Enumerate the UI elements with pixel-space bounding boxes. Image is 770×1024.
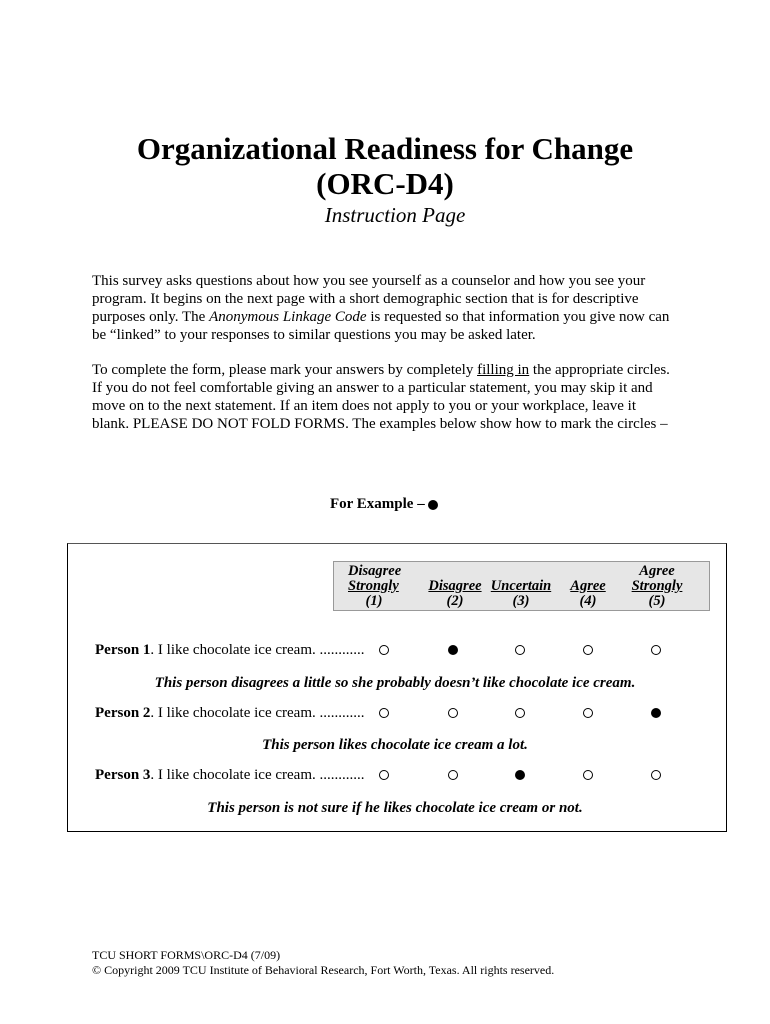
for-example-label: For Example – xyxy=(330,495,438,513)
example-note-person-2: This person likes chocolate ice cream a lot. xyxy=(262,737,528,753)
filling-in-emphasis: filling in xyxy=(477,362,530,378)
example-note-person-3: This person is not sure if he likes chocolate ice cream or not. xyxy=(207,800,583,816)
answer-circle-filled xyxy=(515,770,525,780)
scale-option-2: Disagree (2) xyxy=(428,578,482,609)
example-row-person-1 xyxy=(95,641,365,659)
filled-circle-icon xyxy=(428,500,438,510)
person-label: Person 1 xyxy=(95,642,151,658)
person-label: Person 3 xyxy=(95,767,151,783)
anonymous-linkage-code-term: Anonymous Linkage Code xyxy=(209,309,367,325)
copyright-notice: © Copyright 2009 TCU Institute of Behavioral Research, Fort Worth, Texas. All rights reserved. xyxy=(92,963,555,977)
instructions-line: If you do not feel comfortable giving an answer to a particular statement, you may skip it and xyxy=(92,380,653,396)
example-statement: . I like chocolate ice cream. ............ xyxy=(150,705,365,721)
document-title: Organizational Readiness for Change xyxy=(136,131,634,166)
scale-option-3: Uncertain (3) xyxy=(490,578,552,609)
answer-circle-empty xyxy=(379,645,389,655)
answer-circle-empty xyxy=(651,770,661,780)
scale-option-4: Agree (4) xyxy=(570,578,606,609)
intro-paragraph xyxy=(92,272,692,344)
intro-line: purposes only. The Anonymous Linkage Code is requested so that information you give now can xyxy=(92,309,670,325)
form-identifier: TCU SHORT FORMS\ORC-D4 (7/09) xyxy=(92,948,281,962)
answer-circle-empty xyxy=(515,645,525,655)
answer-circle-empty xyxy=(583,708,593,718)
answer-circle-empty xyxy=(583,645,593,655)
instructions-line: move on to the next statement. If an item does not apply to you or your workplace, leave it xyxy=(92,398,637,414)
intro-line: program. It begins on the next page with a short demographic section that is for descriptive xyxy=(92,291,639,307)
instructions-line: To complete the form, please mark your answers by completely filling in the appropriate circles. xyxy=(92,362,670,378)
answer-circle-empty xyxy=(583,770,593,780)
person-label: Person 2 xyxy=(95,705,151,721)
example-row-person-2 xyxy=(95,704,365,722)
intro-line: This survey asks questions about how you see yourself as a counselor and how you see your xyxy=(92,273,646,289)
instructions-paragraph xyxy=(92,361,692,433)
answer-circle-empty xyxy=(515,708,525,718)
response-scale-header xyxy=(333,561,710,611)
answer-circle-filled xyxy=(448,645,458,655)
intro-line: be “linked” to your responses to similar questions you may be asked later. xyxy=(92,327,536,343)
answer-circle-empty xyxy=(651,645,661,655)
answer-circle-empty xyxy=(379,708,389,718)
answer-circle-filled xyxy=(651,708,661,718)
answer-circle-empty xyxy=(448,770,458,780)
example-row-person-3 xyxy=(95,766,365,784)
scale-option-5: Agree Strongly (5) xyxy=(631,563,683,609)
document-code: (ORC-D4) xyxy=(316,166,454,201)
instructions-line: blank. PLEASE DO NOT FOLD FORMS. The examples below show how to mark the circles – xyxy=(92,416,668,432)
document-subtitle: Instruction Page xyxy=(324,203,466,227)
example-statement: . I like chocolate ice cream. ............ xyxy=(150,642,365,658)
scale-option-1: Disagree Strongly (1) xyxy=(348,563,402,609)
example-statement: . I like chocolate ice cream. ............ xyxy=(150,767,365,783)
answer-circle-empty xyxy=(448,708,458,718)
answer-circle-empty xyxy=(379,770,389,780)
example-note-person-1: This person disagrees a little so she probably doesn’t like chocolate ice cream. xyxy=(154,675,636,691)
